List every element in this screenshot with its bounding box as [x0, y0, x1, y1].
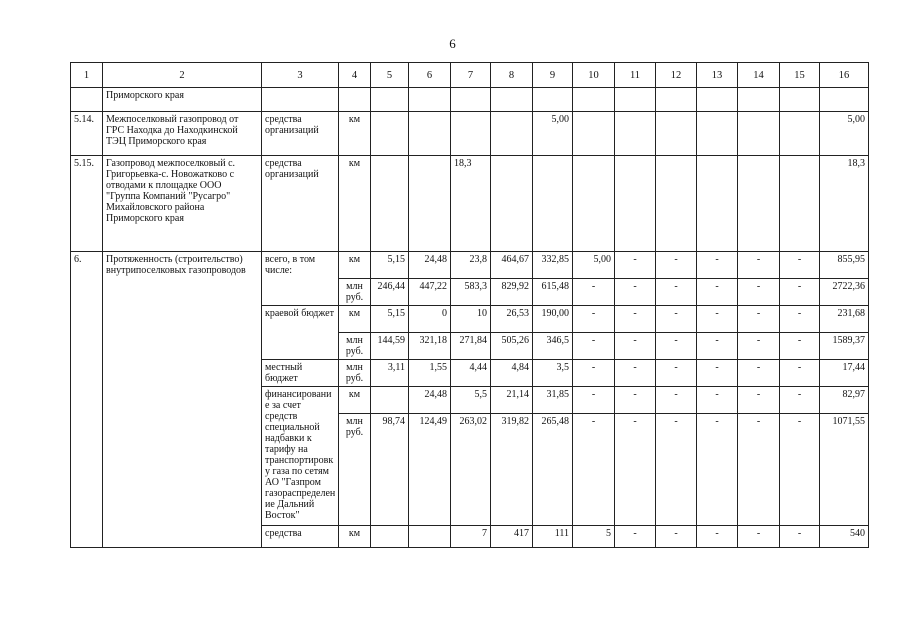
value-cell: 505,26: [491, 333, 533, 360]
unit: млн руб.: [339, 360, 371, 387]
value-cell: -: [656, 414, 697, 526]
value-cell: -: [656, 279, 697, 306]
region-row: [71, 88, 869, 112]
value-cell: 4,84: [491, 360, 533, 387]
value-cell: -: [738, 526, 780, 548]
unit: км: [339, 252, 371, 279]
header-cell: 3: [262, 63, 339, 88]
value-cell: -: [615, 333, 656, 360]
value-cell: 190,00: [533, 306, 573, 333]
total-cell: 231,68: [820, 306, 869, 333]
value-cell: [409, 526, 451, 548]
value-cell: -: [780, 252, 820, 279]
value-cell: -: [780, 360, 820, 387]
value-cell: -: [697, 252, 738, 279]
value-cell: -: [780, 526, 820, 548]
value-cell: -: [780, 387, 820, 414]
unit: млн руб.: [339, 333, 371, 360]
value-cell: 263,02: [451, 414, 491, 526]
value-cell: 31,85: [533, 387, 573, 414]
value-cell: -: [697, 387, 738, 414]
value-cell: 5,15: [371, 306, 409, 333]
value-cell: [371, 526, 409, 548]
total-cell: 2722,36: [820, 279, 869, 306]
item-name: Протяженность (строительство) внутрипоселковых газопроводов: [103, 252, 262, 548]
value-cell: 1,55: [409, 360, 451, 387]
unit: км: [339, 306, 371, 333]
unit: млн руб.: [339, 414, 371, 526]
value-cell: 0: [409, 306, 451, 333]
table-row: [71, 252, 869, 279]
header-cell: 11: [615, 63, 656, 88]
value-cell: 615,48: [533, 279, 573, 306]
value-cell: -: [738, 252, 780, 279]
value-cell: -: [573, 387, 615, 414]
value-cell: -: [573, 279, 615, 306]
funding-source: краевой бюджет: [262, 306, 339, 360]
value-cell: -: [697, 306, 738, 333]
value-cell: 98,74: [371, 414, 409, 526]
value-cell: 21,14: [491, 387, 533, 414]
funding-source: всего, в том числе:: [262, 252, 339, 306]
unit: млн руб.: [339, 279, 371, 306]
value-cell: 332,85: [533, 252, 573, 279]
value-cell: 24,48: [409, 252, 451, 279]
value-cell: -: [573, 414, 615, 526]
row-number: 5.15.: [71, 156, 103, 252]
table-row: [71, 112, 869, 156]
value-cell: -: [697, 526, 738, 548]
total-cell: 5,00: [820, 112, 869, 156]
value-cell: -: [656, 333, 697, 360]
value-cell: -: [738, 387, 780, 414]
value-cell: 464,67: [491, 252, 533, 279]
value-cell: 18,3: [451, 156, 491, 252]
item-name: Межпоселковый газопровод от ГРС Находка до Находкинской ТЭЦ Приморского края: [103, 112, 262, 156]
value-cell: 447,22: [409, 279, 451, 306]
header-cell: 16: [820, 63, 869, 88]
header-cell: 10: [573, 63, 615, 88]
value-cell: 829,92: [491, 279, 533, 306]
value-cell: 246,44: [371, 279, 409, 306]
value-cell: -: [615, 526, 656, 548]
total-cell: 540: [820, 526, 869, 548]
value-cell: 24,48: [409, 387, 451, 414]
value-cell: 5,15: [371, 252, 409, 279]
value-cell: 111: [533, 526, 573, 548]
total-cell: 82,97: [820, 387, 869, 414]
funding-source: средства организаций: [262, 112, 339, 156]
value-cell: -: [615, 306, 656, 333]
value-cell: -: [738, 360, 780, 387]
value-cell: -: [656, 360, 697, 387]
unit: км: [339, 112, 371, 156]
value-cell: -: [780, 279, 820, 306]
value-cell: -: [697, 360, 738, 387]
value-cell: 583,3: [451, 279, 491, 306]
value-cell: 4,44: [451, 360, 491, 387]
value-cell: -: [615, 252, 656, 279]
value-cell: -: [697, 414, 738, 526]
value-cell: 124,49: [409, 414, 451, 526]
header-cell: 5: [371, 63, 409, 88]
header-cell: 4: [339, 63, 371, 88]
value-cell: -: [656, 252, 697, 279]
header-cell: 9: [533, 63, 573, 88]
value-cell: -: [738, 333, 780, 360]
header-cell: 12: [656, 63, 697, 88]
value-cell: 3,11: [371, 360, 409, 387]
value-cell: -: [738, 279, 780, 306]
value-cell: 346,5: [533, 333, 573, 360]
value-cell: -: [780, 333, 820, 360]
header-cell: 14: [738, 63, 780, 88]
value-cell: [371, 387, 409, 414]
page-number: 6: [449, 36, 456, 51]
value-cell: -: [573, 333, 615, 360]
value-cell: 319,82: [491, 414, 533, 526]
header-cell: 13: [697, 63, 738, 88]
value-cell: 271,84: [451, 333, 491, 360]
funding-source: средства организаций: [262, 156, 339, 252]
value-cell: -: [780, 414, 820, 526]
header-cell: 7: [451, 63, 491, 88]
value-cell: -: [615, 414, 656, 526]
value-cell: -: [615, 279, 656, 306]
header-cell: 1: [71, 63, 103, 88]
value-cell: 5,5: [451, 387, 491, 414]
value-cell: -: [615, 360, 656, 387]
value-cell: -: [573, 360, 615, 387]
unit: км: [339, 387, 371, 414]
total-cell: 855,95: [820, 252, 869, 279]
funding-source: средства: [262, 526, 339, 548]
value-cell: -: [780, 306, 820, 333]
value-cell: 5: [573, 526, 615, 548]
value-cell: 7: [451, 526, 491, 548]
value-cell: 23,8: [451, 252, 491, 279]
value-cell: 10: [451, 306, 491, 333]
funding-source: финансировани е за счет средств специальной надбавки к тарифу на транспортировк у газа по сетям АО "Газпром газораспределен ие Дальний Восток": [262, 387, 339, 526]
total-cell: 1071,55: [820, 414, 869, 526]
unit: км: [339, 526, 371, 548]
value-cell: 144,59: [371, 333, 409, 360]
value-cell: -: [697, 279, 738, 306]
region-name: Приморского края: [103, 88, 262, 112]
value-cell: 321,18: [409, 333, 451, 360]
unit: км: [339, 156, 371, 252]
header-cell: 2: [103, 63, 262, 88]
total-cell: 1589,37: [820, 333, 869, 360]
row-number: 6.: [71, 252, 103, 548]
value-cell: 26,53: [491, 306, 533, 333]
value-cell: -: [738, 414, 780, 526]
value-cell: -: [656, 306, 697, 333]
header-cell: 15: [780, 63, 820, 88]
header-cell: 6: [409, 63, 451, 88]
value-cell: -: [656, 526, 697, 548]
value-cell: -: [615, 387, 656, 414]
table-row: [71, 156, 869, 252]
value-cell: -: [573, 306, 615, 333]
header-row: [71, 63, 869, 88]
item-name: Газопровод межпоселковый с. Григорьевка-с. Новожатково с отводами к площадке ООО "Группа Компаний "Русагро" Михайловского района Приморского края: [103, 156, 262, 252]
value-cell: 5,00: [573, 252, 615, 279]
value-cell: 5,00: [533, 112, 573, 156]
value-cell: 3,5: [533, 360, 573, 387]
value-cell: 265,48: [533, 414, 573, 526]
value-cell: -: [738, 306, 780, 333]
value-cell: -: [656, 387, 697, 414]
total-cell: 17,44: [820, 360, 869, 387]
value-cell: -: [697, 333, 738, 360]
value-cell: 417: [491, 526, 533, 548]
funding-source: местный бюджет: [262, 360, 339, 387]
row-number: 5.14.: [71, 112, 103, 156]
total-cell: 18,3: [820, 156, 869, 252]
header-cell: 8: [491, 63, 533, 88]
investment-table: [70, 62, 869, 548]
